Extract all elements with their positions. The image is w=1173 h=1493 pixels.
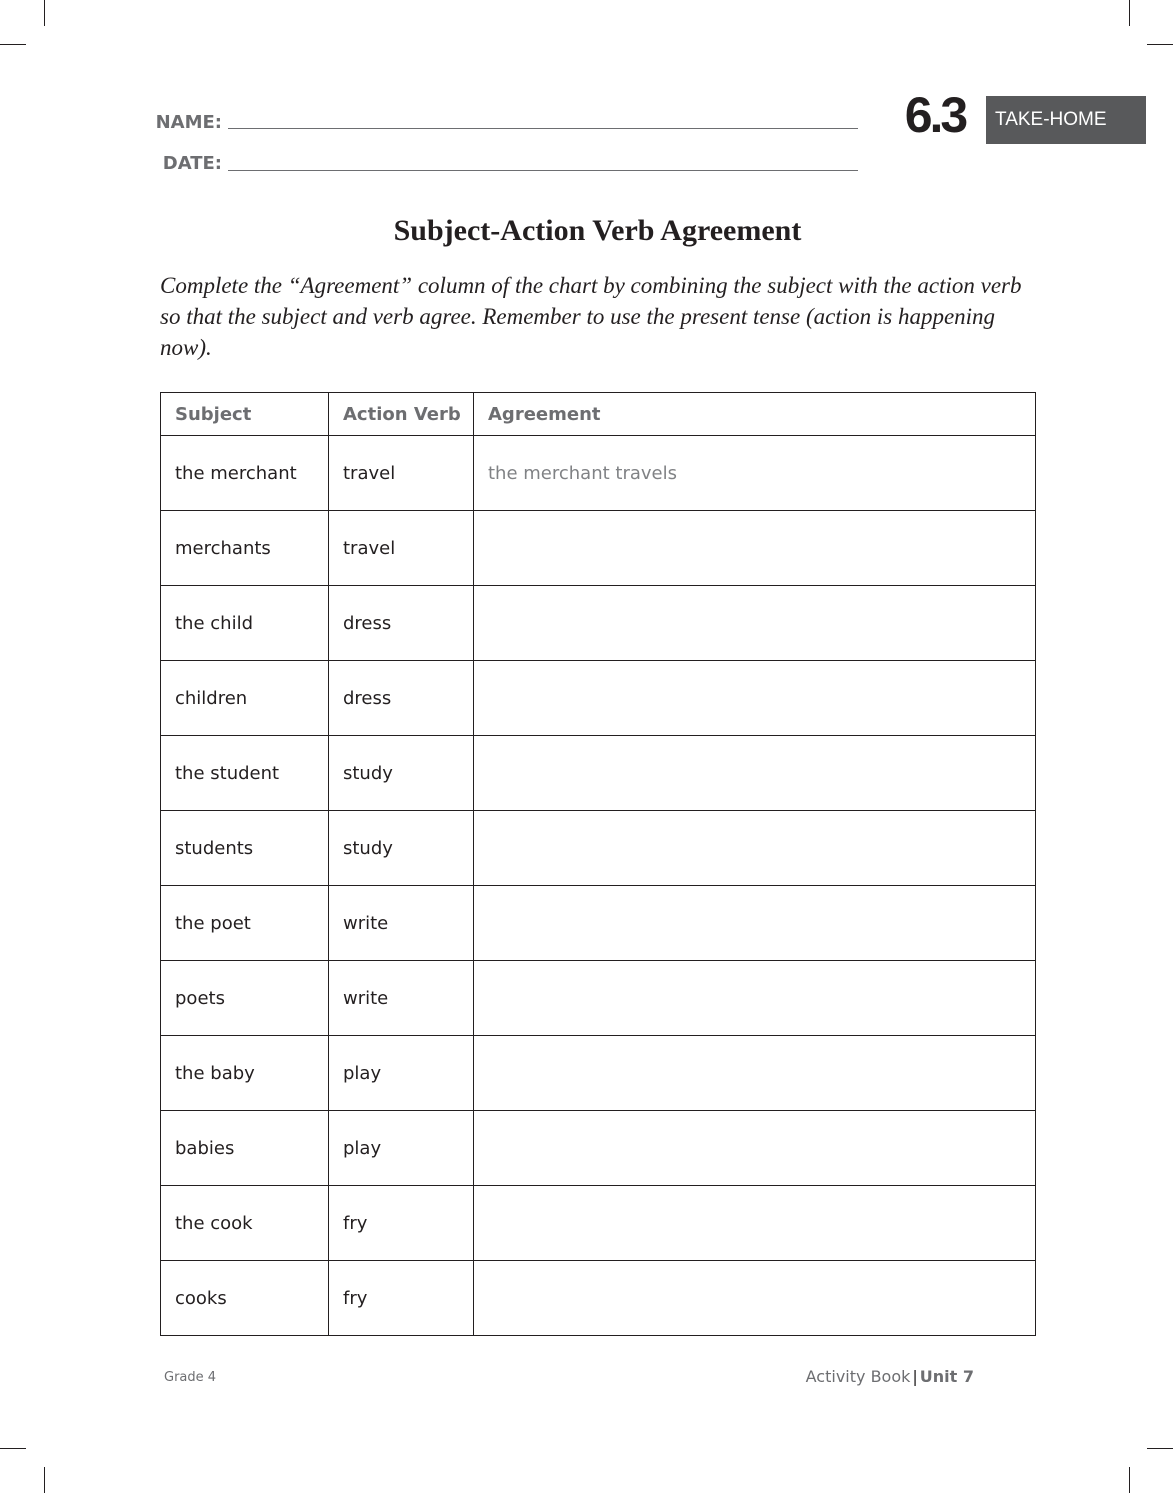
table-row [161, 1036, 1036, 1111]
verb-cell: study [329, 811, 474, 886]
agreement-answer-cell[interactable] [474, 961, 1036, 1036]
verb-cell: fry [329, 1186, 474, 1261]
grade-footer: Grade 4 [164, 1370, 217, 1385]
verb-cell: dress [329, 661, 474, 736]
instructions: Complete the “Agreement” column of the chart by combining the subject with the action verb so that the subject and verb agree. Remember to use the present tense (action is happening now). [160, 273, 1022, 360]
agreement-answer-cell[interactable] [474, 511, 1036, 586]
subject-cell: the merchant [161, 436, 329, 511]
table-row [161, 1261, 1036, 1336]
unit-label: Unit 7 [919, 1367, 974, 1386]
page-title: Subject-Action Verb Agreement [393, 214, 802, 247]
agreement-answer-cell[interactable] [474, 586, 1036, 661]
subject-cell: the poet [161, 886, 329, 961]
agreement-answer-cell[interactable] [474, 1036, 1036, 1111]
agreement-answer-cell[interactable] [474, 811, 1036, 886]
table-row [161, 811, 1036, 886]
verb-cell: dress [329, 586, 474, 661]
subject-cell: the student [161, 736, 329, 811]
date-label: DATE: [162, 153, 222, 174]
agreement-answer-cell[interactable] [474, 886, 1036, 961]
subject-cell: the baby [161, 1036, 329, 1111]
column-header-agreement: Agreement [474, 393, 1036, 436]
verb-cell: study [329, 736, 474, 811]
table-row [161, 886, 1036, 961]
crop-mark [0, 1448, 26, 1449]
crop-mark [44, 0, 45, 26]
subject-cell: cooks [161, 1261, 329, 1336]
verb-cell: write [329, 886, 474, 961]
agreement-answer-cell[interactable] [474, 661, 1036, 736]
table-row [161, 736, 1036, 811]
subject-cell: babies [161, 1111, 329, 1186]
subject-cell: students [161, 811, 329, 886]
take-home-badge [986, 96, 1146, 144]
verb-cell: travel [329, 511, 474, 586]
name-label: NAME: [155, 112, 222, 133]
table-row [161, 961, 1036, 1036]
date-field[interactable] [228, 170, 858, 171]
crop-mark [1129, 0, 1130, 26]
verb-cell: travel [329, 436, 474, 511]
column-header-subject: Subject [161, 393, 329, 436]
table-header-row [161, 393, 1036, 436]
agreement-answer-cell[interactable] [474, 736, 1036, 811]
table-row [161, 1186, 1036, 1261]
subject-cell: poets [161, 961, 329, 1036]
verb-cell: write [329, 961, 474, 1036]
crop-mark [1147, 1448, 1173, 1449]
footer-separator: | [912, 1367, 918, 1386]
name-field[interactable] [228, 128, 858, 129]
agreement-answer-cell[interactable] [474, 1111, 1036, 1186]
crop-mark [1129, 1467, 1130, 1493]
table-row [161, 511, 1036, 586]
table-row [161, 1111, 1036, 1186]
verb-cell: play [329, 1036, 474, 1111]
book-title: Activity Book [805, 1367, 911, 1386]
verb-cell: play [329, 1111, 474, 1186]
book-footer [700, 1367, 974, 1386]
crop-mark [1147, 44, 1173, 45]
table-row [161, 661, 1036, 736]
subject-cell: merchants [161, 511, 329, 586]
subject-cell: the child [161, 586, 329, 661]
table-row [161, 436, 1036, 511]
crop-mark [0, 44, 26, 45]
agreement-example-cell: the merchant travels [474, 436, 1036, 511]
agreement-answer-cell[interactable] [474, 1186, 1036, 1261]
crop-mark [44, 1467, 45, 1493]
badge-label: TAKE-HOME [995, 109, 1107, 130]
subject-cell: the cook [161, 1186, 329, 1261]
table-row [161, 586, 1036, 661]
verb-cell: fry [329, 1261, 474, 1336]
subject-cell: children [161, 661, 329, 736]
agreement-chart [160, 392, 1036, 1336]
lesson-number: 6.3 [904, 87, 966, 143]
agreement-answer-cell[interactable] [474, 1261, 1036, 1336]
column-header-action-verb: Action Verb [329, 393, 474, 436]
